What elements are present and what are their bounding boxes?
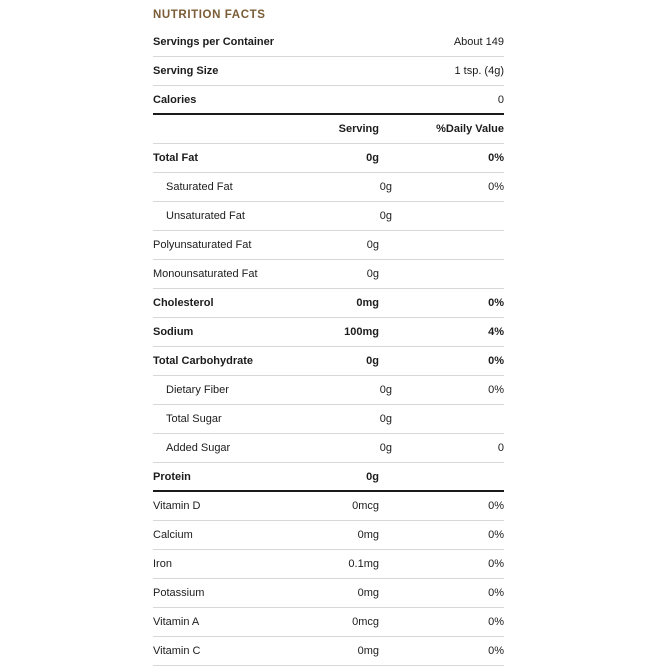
summary-row xyxy=(153,86,504,115)
summary-row xyxy=(153,28,504,57)
nutrient-row xyxy=(153,144,504,173)
nutrient-row xyxy=(153,260,504,289)
summary-label: Calories xyxy=(153,93,197,106)
nutrient-daily-value: 4% xyxy=(488,326,504,338)
summary-value: 1 tsp. (4g) xyxy=(454,65,504,77)
nutrient-row xyxy=(153,231,504,260)
nutrient-serving: 0g xyxy=(366,355,379,367)
nutrient-name: Monounsaturated Fat xyxy=(153,268,258,280)
nutrient-daily-value: 0% xyxy=(488,181,504,193)
nutrition-facts-panel xyxy=(153,0,504,666)
nutrient-daily-value: 0 xyxy=(497,442,504,454)
nutrient-serving: 100mg xyxy=(344,326,379,338)
nutrient-serving: 0mg xyxy=(357,529,379,541)
nutrient-daily-value: 0% xyxy=(488,645,504,657)
nutrient-name: Total Sugar xyxy=(166,413,222,425)
nutrient-serving: 0g xyxy=(379,413,392,425)
nutrient-row xyxy=(153,289,504,318)
panel-title: NUTRITION FACTS xyxy=(153,9,266,21)
nutrient-daily-value: 0% xyxy=(488,529,504,541)
nutrient-name: Total Carbohydrate xyxy=(153,355,254,367)
nutrient-daily-value: 0% xyxy=(488,616,504,628)
column-header-daily-value: %Daily Value xyxy=(436,123,504,135)
summary-value: About 149 xyxy=(453,36,504,48)
nutrient-list xyxy=(153,144,504,492)
nutrient-row xyxy=(153,347,504,376)
nutrient-daily-value: 0% xyxy=(488,587,504,599)
nutrient-name: Unsaturated Fat xyxy=(166,210,245,222)
nutrient-name: Cholesterol xyxy=(153,297,214,309)
vitamin-list xyxy=(153,492,504,666)
nutrient-serving: 0g xyxy=(379,181,392,193)
summary-value: 0 xyxy=(497,93,504,106)
nutrient-row xyxy=(153,463,504,492)
nutrient-daily-value: 0% xyxy=(488,297,504,309)
vitamin-row xyxy=(153,521,504,550)
nutrient-serving: 0mg xyxy=(357,587,379,599)
nutrient-serving: 0mg xyxy=(356,297,379,309)
nutrient-serving: 0.1mg xyxy=(348,558,379,570)
nutrient-row xyxy=(153,405,504,434)
nutrient-serving: 0mcg xyxy=(352,616,379,628)
nutrient-row xyxy=(153,173,504,202)
nutrient-row xyxy=(153,434,504,463)
nutrient-daily-value: 0% xyxy=(488,152,504,164)
vitamin-row xyxy=(153,608,504,637)
column-header-row xyxy=(153,115,504,144)
nutrient-name: Vitamin D xyxy=(153,500,201,512)
nutrient-name: Dietary Fiber xyxy=(166,384,229,396)
nutrient-name: Vitamin A xyxy=(153,616,200,628)
nutrient-serving: 0g xyxy=(366,470,379,483)
vitamin-row xyxy=(153,550,504,579)
nutrient-name: Polyunsaturated Fat xyxy=(153,239,252,251)
nutrient-name: Added Sugar xyxy=(166,442,231,454)
summary-label: Servings per Container xyxy=(153,36,275,48)
nutrient-name: Vitamin C xyxy=(153,645,201,657)
nutrient-name: Protein xyxy=(153,470,191,483)
vitamin-row xyxy=(153,637,504,666)
nutrient-name: Iron xyxy=(153,558,172,570)
summary-label: Serving Size xyxy=(153,65,219,77)
nutrient-serving: 0mg xyxy=(357,645,379,657)
nutrient-name: Potassium xyxy=(153,587,205,599)
nutrient-serving: 0g xyxy=(379,442,392,454)
nutrient-daily-value: 0% xyxy=(488,558,504,570)
vitamin-row xyxy=(153,492,504,521)
nutrient-serving: 0g xyxy=(366,239,379,251)
summary-row xyxy=(153,57,504,86)
nutrient-row xyxy=(153,318,504,347)
nutrient-name: Saturated Fat xyxy=(166,181,233,193)
nutrient-serving: 0mcg xyxy=(352,500,379,512)
vitamin-row xyxy=(153,579,504,608)
nutrient-serving: 0g xyxy=(379,384,392,396)
column-header-serving: Serving xyxy=(338,123,379,135)
nutrient-name: Total Fat xyxy=(153,152,199,164)
nutrient-daily-value: 0% xyxy=(488,355,504,367)
nutrient-serving: 0g xyxy=(366,268,379,280)
nutrient-serving: 0g xyxy=(366,152,379,164)
nutrient-name: Sodium xyxy=(153,326,194,338)
nutrient-name: Calcium xyxy=(153,529,193,541)
nutrient-daily-value: 0% xyxy=(488,384,504,396)
nutrient-row xyxy=(153,376,504,405)
nutrient-serving: 0g xyxy=(379,210,392,222)
nutrient-row xyxy=(153,202,504,231)
nutrient-daily-value: 0% xyxy=(488,500,504,512)
